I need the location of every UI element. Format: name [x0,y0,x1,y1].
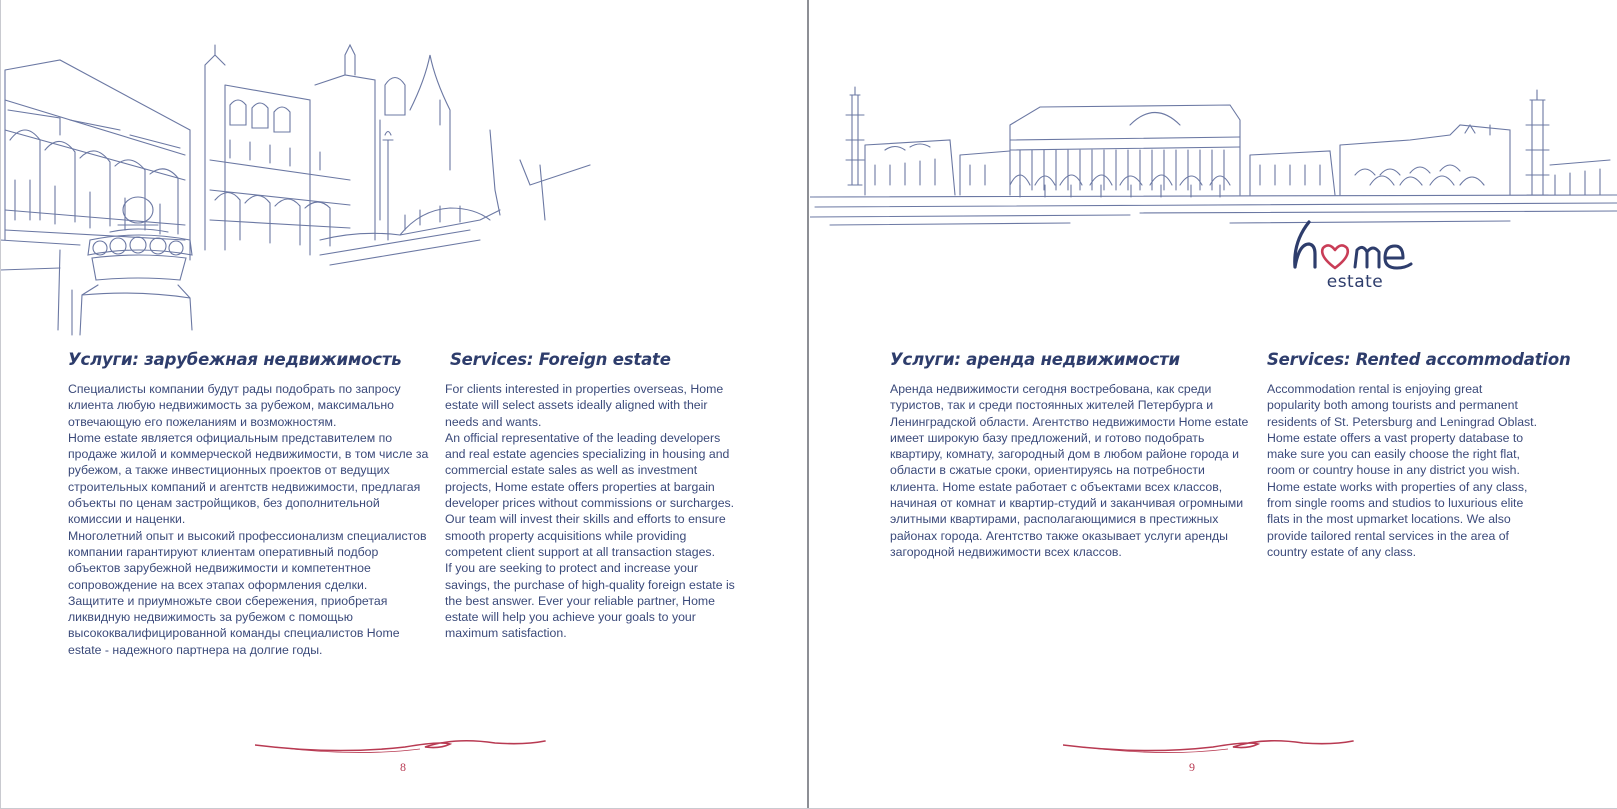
flourish-divider-icon [255,735,555,757]
ru-paragraph: Специалисты компании будут рады подобрать по запросу клиента любую недвижимость за рубежом, максимально отвечающую его пожеланиям и возможностям. [68,382,401,429]
ru-paragraph: Аренда недвижимости сегодня востребована, как среди туристов, так и среди постоянных жителей Петербурга и Ленинградской области. Агентство недвижимости Home estate имеет широкую базу предложений, и готово подобрать квартиру, комнату, загородный дом в любом районе города и области в сжатые сроки, ориентируясь на потребности клиента. Home estate работает с объектами всех классов, начиная от комнат и квартир-студий и заканчивая огромными элитными квартирами, располагающимися в престижных районах города. Агентство также оказывает услуги аренды загородной недвижимости всех классов. [890,382,1249,559]
page-number: 8 [400,760,406,774]
page-number: 9 [1189,760,1195,774]
ru-body-foreign [68,381,430,658]
en-body-foreign [445,381,740,642]
logo-wordmark-icon [1285,212,1425,274]
en-paragraph: Accommodation rental is enjoying great popularity both among tourists and permanent residents of St. Petersburg and Leningrad Oblast. Home estate offers a vast property database to make sure you can easily choose the right flat, room or country house in any district you wish. Home estate works with properties of any class, from single rooms and studios to luxurious elite flats in the most upmarket locations. We also provide tailored rental services in the area of country estate of any class. [1267,382,1538,559]
en-paragraph: Our team will invest their skills and efforts to ensure smooth property acquisitions while providing competent client support at all transaction stages. [445,512,726,559]
palace-embankment-sketch-icon [810,85,1617,230]
left-page [0,0,808,809]
ru-heading-rental: Услуги: аренда недвижимости [890,350,1180,369]
en-paragraph: For clients interested in properties overseas, Home estate will select assets ideally aligned with their needs and wants. [445,382,724,429]
en-paragraph: If you are seeking to protect and increase your savings, the purchase of high-quality foreign estate is the best answer. Ever your reliable partner, Home estate will help you achieve your goals to your maximum satisfaction. [445,561,735,641]
home-estate-logo [1285,212,1425,296]
ru-heading-foreign: Услуги: зарубежная недвижимость [68,350,402,369]
ru-paragraph: Home estate является официальным представителем по продаже жилой и коммерческой недвижимости, в том числе за рубежом, а также инвестиционных проектов от ведущих строительных компаний и агентств недвижимости, предлагая объекты по ценам застройщиков, без дополнительной комиссии и наценки. [68,430,429,527]
page-edge [0,0,1,809]
ru-paragraph: Многолетний опыт и высокий профессионализм специалистов компании гарантируют клиентам оперативный подбор объектов зарубежной недвижимости и компетентное сопровождение на всех этапах оформления сделки. [68,528,427,592]
en-heading-foreign: Services: Foreign estate [450,350,671,369]
book-spine-divider [807,0,809,809]
flourish-divider-icon [1063,735,1363,757]
right-page [810,0,1617,809]
cityscape-sketch-icon [0,40,610,340]
ru-paragraph: Защитите и приумножьте свои сбережения, приобретая ликвидную недвижимость за рубежом с помощью высококвалифицированной команды специалистов Home estate - надежного партнера на долгие годы. [68,593,400,657]
logo-subtitle: estate [1326,272,1384,292]
en-body-rental [1267,381,1539,560]
en-paragraph: An official representative of the leading developers and real estate agencies specializing in housing and commercial estate sales as well as investment projects, Home estate offers properties at bargain developer prices without commissions or surcharges. [445,430,735,511]
ru-body-rental [890,381,1252,560]
en-heading-rental: Services: Rented accommodation [1267,350,1571,369]
